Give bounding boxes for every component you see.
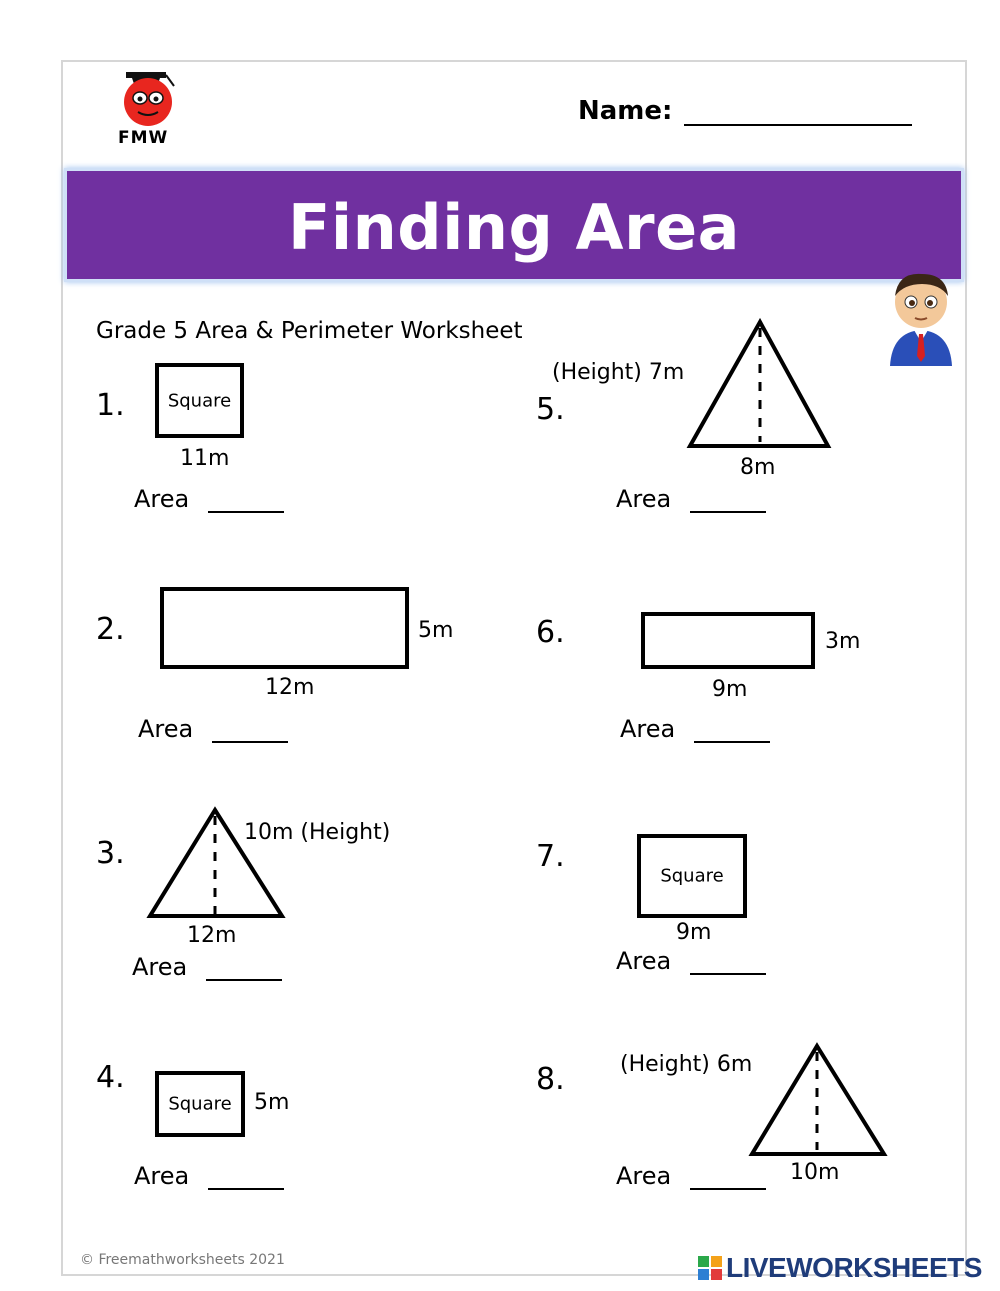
problem-6-answer-line[interactable]: [694, 741, 770, 743]
logo-text: FMW: [118, 128, 169, 148]
brand-text: LIVEWORKSHEETS: [726, 1252, 982, 1283]
problem-4-answer-line[interactable]: [208, 1188, 284, 1190]
problem-6-area-label: Area: [620, 715, 676, 743]
problem-2-width-label: 12m: [265, 675, 315, 700]
liveworksheets-brand[interactable]: [698, 1252, 982, 1284]
teacher-cartoon-icon: [882, 266, 960, 366]
problem-5-number: 5.: [536, 392, 565, 427]
problem-8-triangle: [748, 1042, 888, 1158]
problem-7-area-label: Area: [616, 947, 672, 975]
problem-2-number: 2.: [96, 612, 125, 647]
problem-1-answer-line[interactable]: [208, 511, 284, 513]
copyright-text: © Freemathworksheets 2021: [80, 1252, 285, 1268]
problem-8-base-label: 10m: [790, 1160, 840, 1185]
problem-5-answer-line[interactable]: [690, 511, 766, 513]
problem-3-area-label: Area: [132, 953, 188, 981]
title-banner: [64, 168, 964, 282]
problem-5-triangle: [686, 318, 832, 450]
problem-7-number: 7.: [536, 839, 565, 874]
problem-6-width-label: 9m: [712, 677, 748, 702]
problem-6-number: 6.: [536, 615, 565, 650]
problem-4-area-label: Area: [134, 1162, 190, 1190]
problem-8-number: 8.: [536, 1062, 565, 1097]
problem-5-height-label: (Height) 7m: [552, 360, 685, 385]
problem-7-shape-label: Square: [660, 865, 724, 887]
problem-4-square: [155, 1071, 245, 1137]
problem-6-height-label: 3m: [825, 629, 861, 654]
problem-1-number: 1.: [96, 388, 125, 423]
problem-3-number: 3.: [96, 836, 125, 871]
problem-7-answer-line[interactable]: [690, 973, 766, 975]
problem-4-side-label: 5m: [254, 1090, 290, 1115]
problem-3-height-label: 10m (Height): [244, 820, 391, 845]
name-input-line[interactable]: [684, 124, 912, 126]
problem-7-side-label: 9m: [676, 920, 712, 945]
problem-4-shape-label: Square: [168, 1093, 232, 1115]
problem-2-rectangle: [160, 587, 409, 669]
problem-3-base-label: 12m: [187, 923, 237, 948]
problem-8-answer-line[interactable]: [690, 1188, 766, 1190]
problem-8-height-label: (Height) 6m: [620, 1052, 753, 1077]
worksheet-subtitle: Grade 5 Area & Perimeter Worksheet: [96, 318, 523, 344]
problem-2-answer-line[interactable]: [212, 741, 288, 743]
problem-8-area-label: Area: [616, 1162, 672, 1190]
problem-7-square: [637, 834, 747, 918]
problem-6-rectangle: [641, 612, 815, 669]
problem-5-base-label: 8m: [740, 455, 776, 480]
problem-5-area-label: Area: [616, 485, 672, 513]
problem-3-answer-line[interactable]: [206, 979, 282, 981]
problem-2-area-label: Area: [138, 715, 194, 743]
page-title: Finding Area: [288, 190, 740, 264]
liveworksheets-logo-icon: [698, 1256, 722, 1280]
problem-1-area-label: Area: [134, 485, 190, 513]
problem-1-side-label: 11m: [180, 446, 230, 471]
name-label: Name:: [578, 96, 673, 126]
problem-4-number: 4.: [96, 1060, 125, 1095]
problem-1-shape-label: Square: [167, 390, 232, 411]
problem-2-height-label: 5m: [418, 618, 454, 643]
problem-1-square: [155, 363, 244, 438]
